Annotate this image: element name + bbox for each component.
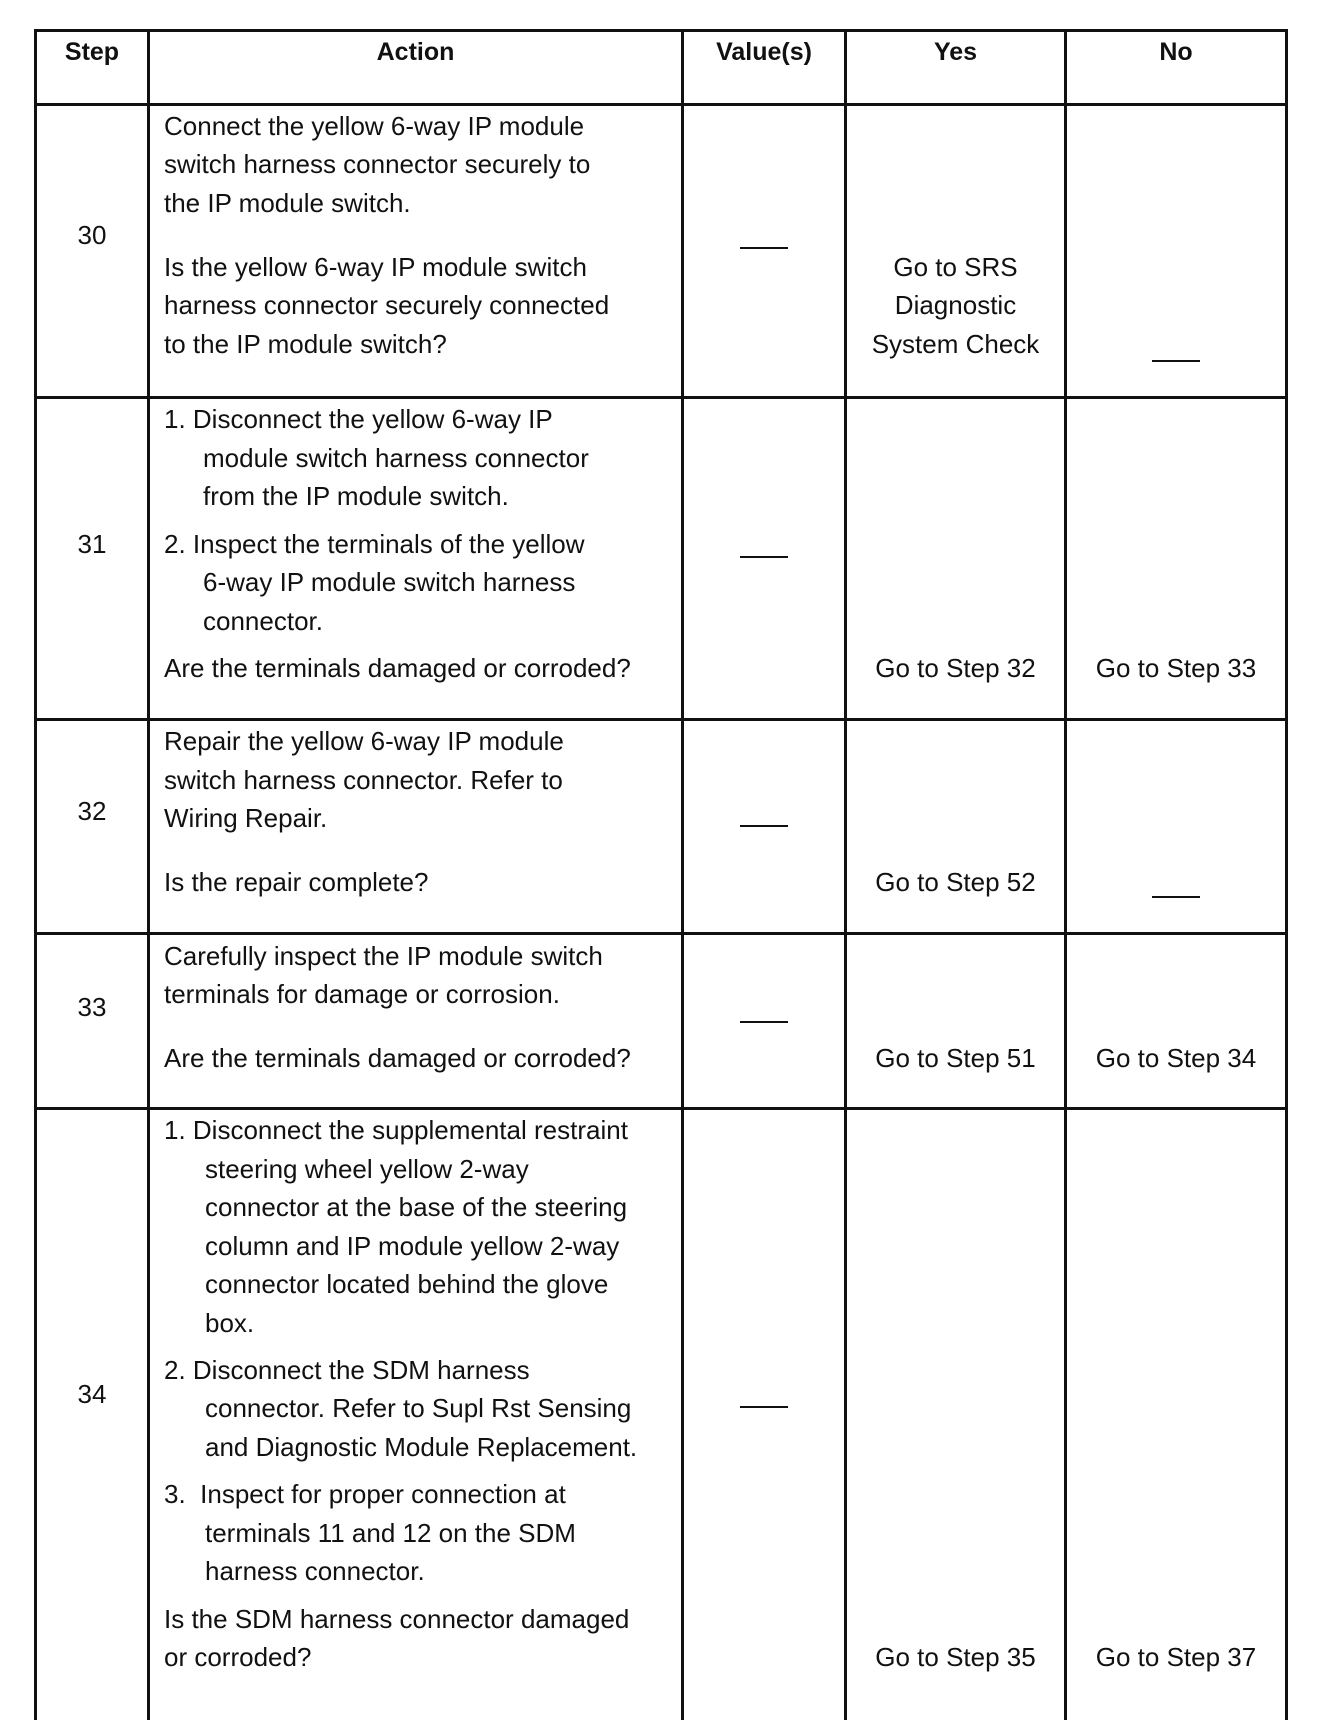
header-values: Value(s): [716, 38, 812, 66]
yes-result: Go to Step 32: [875, 653, 1036, 683]
action-line: connector at the base of the steering: [205, 1192, 628, 1222]
action-line: terminals 11 and 12 on the SDM: [205, 1518, 576, 1548]
yes-result: Go to SRS: [893, 252, 1018, 282]
action-line: harness connector.: [205, 1556, 425, 1586]
table-border-top: [34, 29, 1288, 32]
row-divider-33: [34, 1107, 1288, 1110]
action-line: connector. Refer to Supl Rst Sensing: [205, 1393, 632, 1423]
step-number: 31: [77, 529, 107, 559]
no-result: Go to Step 37: [1095, 1642, 1257, 1672]
action-question: Is the SDM harness connector damaged: [164, 1604, 630, 1634]
no-dash: [1152, 896, 1200, 898]
action-line: switch harness connector securely to: [164, 149, 591, 179]
header-bottom-border: [34, 103, 1288, 106]
yes-result: System Check: [871, 329, 1040, 359]
action-question: harness connector securely connected: [164, 290, 610, 320]
header-action: Action: [376, 38, 455, 66]
value-dash: [740, 247, 788, 249]
yes-result: Go to Step 52: [875, 867, 1036, 897]
action-line: 2. Disconnect the SDM harness: [164, 1355, 530, 1385]
row-divider-30: [34, 396, 1288, 399]
step-number: 33: [77, 992, 107, 1022]
action-question: Are the terminals damaged or corroded?: [164, 653, 631, 683]
value-dash: [740, 1406, 788, 1408]
table-border-right: [1285, 29, 1288, 1720]
action-line: 1. Disconnect the supplemental restraint: [164, 1115, 628, 1145]
action-question: or corroded?: [164, 1642, 312, 1672]
table-border-left: [34, 29, 37, 1720]
row-divider-32: [34, 932, 1288, 935]
action-line: 3. Inspect for proper connection at: [164, 1479, 566, 1509]
value-dash: [740, 1021, 788, 1023]
action-line: module switch harness connector: [203, 443, 589, 473]
row-divider-31: [34, 718, 1288, 721]
action-question: to the IP module switch?: [164, 329, 447, 359]
action-line: connector.: [203, 606, 323, 636]
action-line: from the IP module switch.: [203, 481, 509, 511]
yes-result: Go to Step 35: [875, 1642, 1036, 1672]
header-yes: Yes: [933, 38, 978, 66]
action-line: 6-way IP module switch harness: [203, 567, 576, 597]
yes-result: Go to Step 51: [875, 1043, 1036, 1073]
action-line: Repair the yellow 6-way IP module: [164, 726, 564, 756]
value-dash: [740, 556, 788, 558]
action-line: connector located behind the glove: [205, 1269, 609, 1299]
yes-result: Diagnostic: [894, 290, 1017, 320]
action-line: box.: [205, 1308, 255, 1338]
action-question: Is the repair complete?: [164, 867, 429, 897]
header-no: No: [1159, 38, 1193, 66]
action-line: Wiring Repair.: [164, 803, 328, 833]
column-divider-action: [681, 29, 684, 1720]
action-line: column and IP module yellow 2-way: [205, 1231, 620, 1261]
no-result: Go to Step 33: [1095, 653, 1257, 683]
action-question: Is the yellow 6-way IP module switch: [164, 252, 587, 282]
action-line: Connect the yellow 6-way IP module: [164, 111, 585, 141]
no-result: Go to Step 34: [1095, 1043, 1257, 1073]
no-dash: [1152, 360, 1200, 362]
action-question: Are the terminals damaged or corroded?: [164, 1043, 631, 1073]
action-line: 2. Inspect the terminals of the yellow: [164, 529, 585, 559]
step-number: 32: [77, 796, 107, 826]
step-number: 30: [77, 220, 107, 250]
action-line: 1. Disconnect the yellow 6-way IP: [164, 404, 553, 434]
action-line: steering wheel yellow 2-way: [205, 1154, 529, 1184]
action-line: terminals for damage or corrosion.: [164, 979, 560, 1009]
action-line: switch harness connector. Refer to: [164, 765, 563, 795]
value-dash: [740, 825, 788, 827]
column-divider-step: [147, 29, 150, 1720]
column-divider-yes: [1064, 29, 1067, 1720]
step-number: 34: [77, 1379, 107, 1409]
action-line: Carefully inspect the IP module switch: [164, 941, 603, 971]
action-line: the IP module switch.: [164, 188, 411, 218]
action-line: and Diagnostic Module Replacement.: [205, 1432, 638, 1462]
header-step: Step: [64, 38, 120, 66]
